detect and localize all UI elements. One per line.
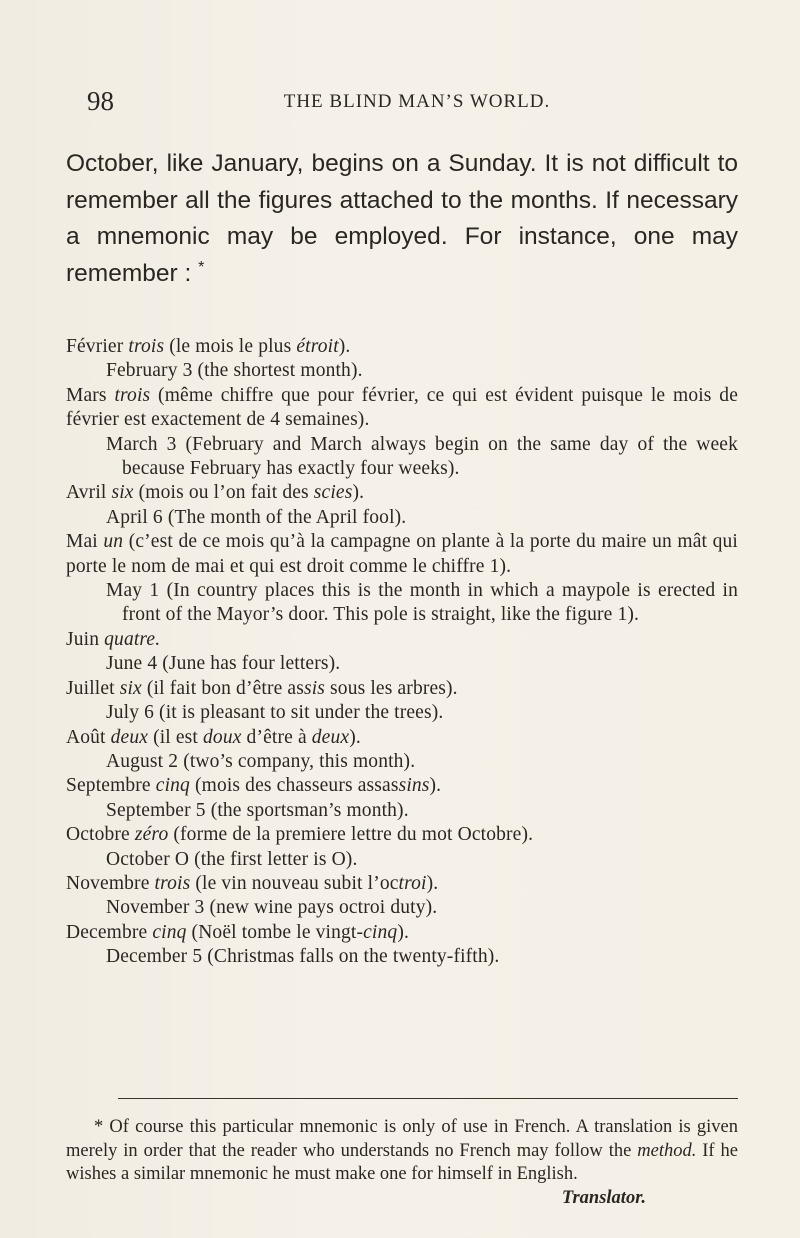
text-run: ). xyxy=(397,921,409,943)
text-run: November 3 (new wine pays octroi duty). xyxy=(106,897,438,919)
text-run: d’être à xyxy=(241,726,312,748)
intro-paragraph xyxy=(66,146,738,292)
mnemonic-list xyxy=(66,335,738,970)
page-number: 98 xyxy=(87,86,114,116)
english-entry xyxy=(66,799,738,823)
text-run: September 5 (the sportsman’s month). xyxy=(106,799,409,821)
text-run: ). xyxy=(338,336,351,357)
english-entry xyxy=(66,433,738,482)
italic-term: troi xyxy=(398,872,427,894)
italic-term: cinq xyxy=(155,775,190,797)
french-entry xyxy=(66,628,738,652)
text-run: (mois des chasseurs assas xyxy=(189,775,399,797)
italic-term: sis xyxy=(303,677,326,699)
text-run: sous les arbres). xyxy=(325,677,458,699)
text-run: July 6 (it is pleasant to sit under the trees). xyxy=(106,702,444,724)
italic-term: quatre. xyxy=(104,628,161,650)
text-run: (forme de la premiere lettre du mot Octobre). xyxy=(168,824,534,846)
text-run: Juin xyxy=(66,628,105,650)
text-run: Avril xyxy=(66,482,112,504)
text-run: April 6 (The month of the April fool). xyxy=(106,506,407,528)
english-entry xyxy=(66,506,738,530)
text-run: (même chiffre que pour février, ce qui est évident puisque le mois de février est exactement de 4 semaines). xyxy=(66,384,739,431)
text-run: Août xyxy=(66,726,111,748)
french-entry xyxy=(66,530,738,579)
english-entry xyxy=(66,359,738,383)
italic-term: cinq xyxy=(363,921,398,943)
french-entry xyxy=(66,774,738,798)
text-run: Février xyxy=(66,336,129,357)
french-entry xyxy=(66,823,738,847)
text-run: May 1 (In country places this is the month in which a maypole is erected in front of the Mayor’s door. This pole is straight, like the figure 1). xyxy=(106,580,738,626)
italic-term: scies xyxy=(313,482,353,504)
text-run: Novembre xyxy=(66,872,155,894)
footnote-marker: * xyxy=(198,258,205,276)
footnote-text xyxy=(66,1116,738,1187)
text-run: (il fait bon d’être as xyxy=(141,677,304,699)
french-entry xyxy=(66,481,738,505)
french-entry xyxy=(66,726,738,750)
english-entry xyxy=(66,579,738,628)
text-run: August 2 (two’s company, this month). xyxy=(106,750,416,772)
text-run: (c’est de ce mois qu’à la campagne on plante à la porte du maire un mât qui porte le nom de mai et qui est droit comme le chiffre 1). xyxy=(66,531,739,577)
page-header xyxy=(87,86,747,122)
italic-term: method. xyxy=(637,1140,697,1161)
italic-term: étroit xyxy=(296,336,339,357)
italic-term: un xyxy=(103,531,124,553)
italic-term: trois xyxy=(114,384,151,406)
italic-term: trois xyxy=(154,872,191,894)
text-run: Juillet xyxy=(66,677,120,699)
text-run: (le vin nouveau subit l’oc xyxy=(190,872,399,894)
english-entry xyxy=(66,652,738,676)
italic-term: deux xyxy=(110,726,149,748)
english-entry xyxy=(66,945,738,969)
french-entry xyxy=(66,872,738,896)
text-run: ). xyxy=(429,775,442,797)
french-entry xyxy=(66,677,738,701)
italic-term: doux xyxy=(203,726,242,748)
english-entry xyxy=(66,701,738,725)
text-run: Septembre xyxy=(66,775,156,797)
italic-term: zéro xyxy=(134,824,169,846)
french-entry xyxy=(66,921,738,945)
french-entry xyxy=(66,335,738,359)
italic-term: six xyxy=(111,482,134,504)
text-run: Mars xyxy=(66,384,115,406)
italic-term: cinq xyxy=(152,921,187,943)
english-entry xyxy=(66,848,738,872)
italic-term: sins xyxy=(398,775,430,797)
intro-text: October, like January, begins on a Sunday. It is not difficult to remember all the figures attached to the months. If necessary a mnemonic may be employed. For instance, one may remember : xyxy=(66,150,738,287)
text-run: ). xyxy=(426,872,439,894)
text-run: December 5 (Christmas falls on the twenty-fifth). xyxy=(106,946,500,968)
footnote xyxy=(66,1116,738,1210)
text-run: If he wishes a similar mnemonic he must make one for himself in English. xyxy=(66,1140,738,1184)
text-run: (mois ou l’on fait des xyxy=(133,482,314,504)
french-entry xyxy=(66,384,738,433)
running-head: THE BLIND MAN’S WORLD. xyxy=(283,91,551,112)
italic-term: six xyxy=(119,677,142,699)
text-run: * Of course this particular mnemonic is only of use in French. A translation is given merely in order that the reader who understands no French may follow the xyxy=(66,1117,738,1161)
italic-term: trois xyxy=(128,336,165,357)
text-run: (le mois le plus xyxy=(164,336,297,357)
text-run: Octobre xyxy=(66,824,135,846)
text-run: ). xyxy=(349,726,361,748)
text-run: Decembre xyxy=(66,921,153,943)
text-run: October O (the first letter is O). xyxy=(106,848,358,870)
english-entry xyxy=(66,896,738,920)
english-entry xyxy=(66,750,738,774)
italic-term: deux xyxy=(311,726,350,748)
text-run: (il est xyxy=(148,726,204,748)
text-run: (Noël tombe le vingt- xyxy=(186,921,364,943)
text-run: ). xyxy=(352,482,365,504)
text-run: Mai xyxy=(66,531,104,553)
footnote-signature: Translator. xyxy=(561,1187,646,1208)
text-run: February 3 (the shortest month). xyxy=(106,360,363,382)
text-run: March 3 (February and March always begin on the same day of the week because February has exactly four weeks). xyxy=(106,433,738,480)
text-run: June 4 (June has four letters). xyxy=(106,653,341,675)
footnote-divider xyxy=(118,1098,738,1099)
